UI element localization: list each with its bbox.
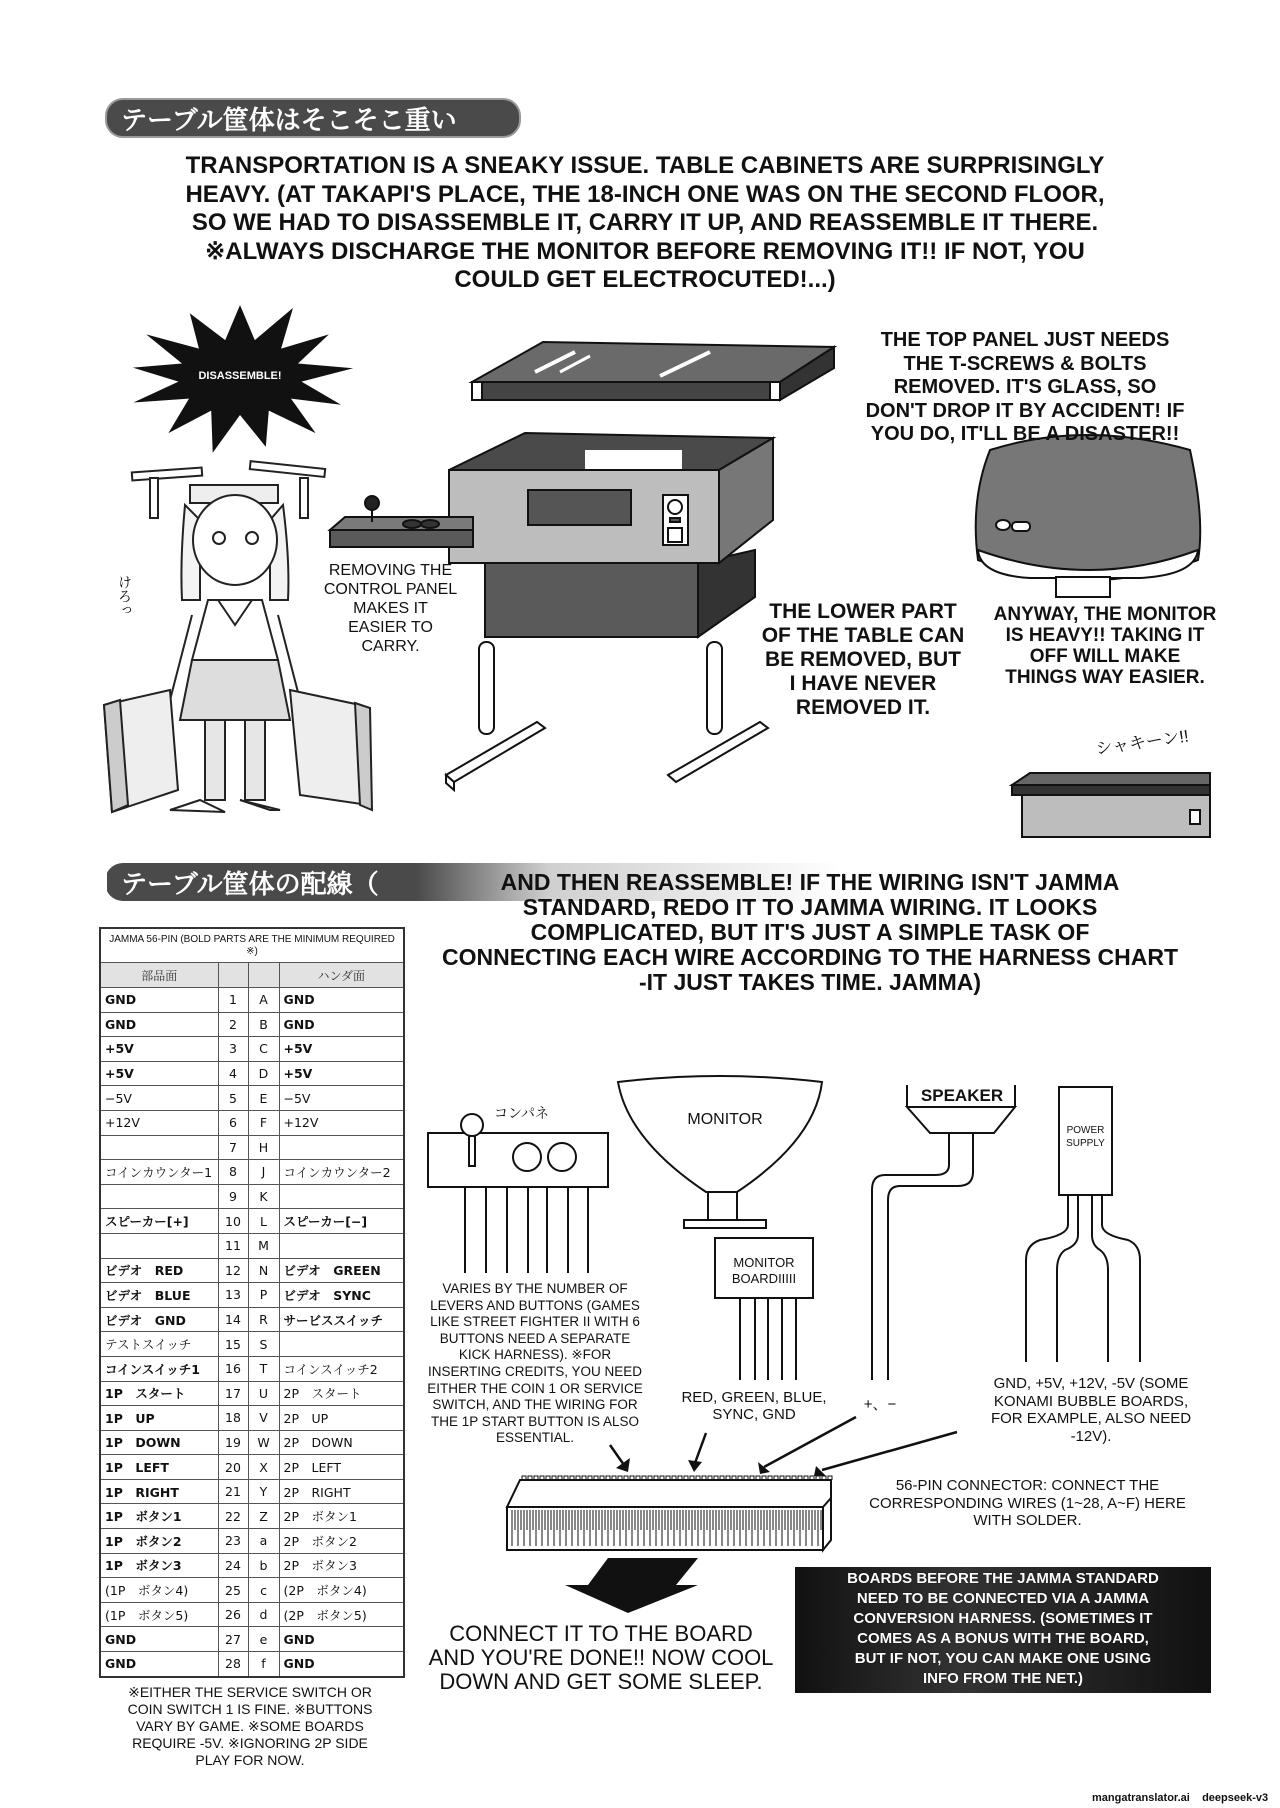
table-row <box>100 1553 404 1578</box>
speaker-label: SPEAKER <box>920 1086 1004 1105</box>
component-side-cell: ビデオ BLUE <box>100 1283 218 1308</box>
component-side-cell: 1P LEFT <box>100 1455 218 1480</box>
top-panel-note <box>840 329 1210 447</box>
component-side-cell: (1P ボタン5) <box>100 1602 218 1627</box>
pin-number-cell: 6 <box>218 1110 248 1135</box>
table-row <box>100 1652 404 1677</box>
monitor-shape <box>618 1076 822 1228</box>
pin-number-cell: 22 <box>218 1504 248 1529</box>
text-line: OF THE TABLE CAN <box>761 624 965 647</box>
component-side-cell: コインスイッチ1 <box>100 1356 218 1381</box>
pin-number-cell: 2 <box>218 1012 248 1037</box>
sfx-keru: けろっ <box>117 575 133 617</box>
solder-side-cell <box>279 1332 404 1357</box>
text-line: EASIER TO <box>348 619 433 636</box>
text-line: THINGS WAY EASIER. <box>1005 667 1205 688</box>
jamma-pinout-table <box>99 927 405 1678</box>
pin-number-cell: 10 <box>218 1209 248 1234</box>
watermark-model: deepseek-v3 <box>1202 1792 1269 1804</box>
text-line: INFO FROM THE NET.) <box>923 1670 1083 1687</box>
text-line: VARIES BY THE NUMBER OF <box>442 1281 628 1296</box>
table-row <box>100 1381 404 1406</box>
transport-intro-text <box>100 152 1190 295</box>
text-line: PLAY FOR NOW. <box>195 1752 305 1768</box>
text-line: NEED TO BE CONNECTED VIA A JAMMA <box>856 1590 1150 1607</box>
solder-side-cell: ビデオ GREEN <box>279 1258 404 1283</box>
text-line: CONTROL PANEL <box>323 581 458 598</box>
pin-number-cell: 12 <box>218 1258 248 1283</box>
pin-letter-cell: Y <box>248 1479 279 1504</box>
pin-letter-cell: c <box>248 1578 279 1603</box>
component-side-cell: コインカウンター1 <box>100 1160 218 1185</box>
solder-side-cell: ビデオ SYNC <box>279 1283 404 1308</box>
pin-number-cell: 26 <box>218 1602 248 1627</box>
component-side-cell: GND <box>100 1012 218 1037</box>
solder-side-cell: コインカウンター2 <box>279 1160 404 1185</box>
pin-number-cell: 20 <box>218 1455 248 1480</box>
component-side-cell: ビデオ RED <box>100 1258 218 1283</box>
component-side-cell: GND <box>100 1627 218 1652</box>
table-row <box>100 1578 404 1603</box>
header-pin-number <box>218 963 248 988</box>
table-row <box>100 1283 404 1308</box>
solder-side-cell: 2P ボタン1 <box>279 1504 404 1529</box>
control-wires-note <box>410 1281 660 1447</box>
pin-letter-cell: R <box>248 1307 279 1332</box>
table-footnote <box>100 1684 400 1769</box>
component-side-cell: GND <box>100 1652 218 1677</box>
text-line: ※ALWAYS DISCHARGE THE MONITOR BEFORE REMOVING IT!! IF NOT, YOU <box>205 237 1085 265</box>
component-side-cell: 1P ボタン2 <box>100 1529 218 1554</box>
monitor-heavy-note <box>980 604 1230 688</box>
watermark-site: mangatranslator.ai <box>1092 1792 1190 1804</box>
header-solder-side: ハンダ面 <box>279 963 404 988</box>
solder-side-cell: GND <box>279 988 404 1013</box>
text-line: ESSENTIAL. <box>495 1430 575 1446</box>
table-row <box>100 988 404 1013</box>
component-side-cell: +5V <box>100 1061 218 1086</box>
text-line: WITH SOLDER. <box>973 1512 1082 1529</box>
video-wires-note <box>672 1389 836 1423</box>
connector-note <box>850 1477 1205 1530</box>
lower-part-note <box>745 600 981 720</box>
text-line: -IT JUST TAKES TIME. JAMMA) <box>638 969 981 995</box>
text-line: YOU DO, IT'LL BE A DISASTER!! <box>870 423 1180 445</box>
text-line: INSERTING CREDITS, YOU NEED <box>427 1363 643 1379</box>
text-line: ※EITHER THE SERVICE SWITCH OR <box>128 1684 372 1700</box>
text-line: SUPPLY <box>1066 1138 1105 1149</box>
pin-number-cell: 15 <box>218 1332 248 1357</box>
pin-letter-cell: M <box>248 1233 279 1258</box>
pin-letter-cell: P <box>248 1283 279 1308</box>
table-row <box>100 1430 404 1455</box>
solder-side-cell: コインスイッチ2 <box>279 1356 404 1381</box>
text-line: IS HEAVY!! TAKING IT <box>1005 625 1205 646</box>
speaker-wires-note: +、− <box>863 1396 897 1413</box>
text-line: SWITCH, AND THE WIRING FOR <box>432 1397 638 1413</box>
text-line: REMOVED IT. <box>795 696 931 719</box>
component-side-cell: 1P DOWN <box>100 1430 218 1455</box>
pin-letter-cell: e <box>248 1627 279 1652</box>
pin-number-cell: 19 <box>218 1430 248 1455</box>
pin-letter-cell: B <box>248 1012 279 1037</box>
section-heading-transport <box>105 98 521 138</box>
pin-number-cell: 16 <box>218 1356 248 1381</box>
text-line: DOWN AND GET SOME SLEEP. <box>439 1669 763 1694</box>
monitor-label: MONITOR <box>687 1111 763 1128</box>
solder-side-cell <box>279 1135 404 1160</box>
table-cabinet-illustration <box>446 433 773 790</box>
solder-side-cell: GND <box>279 1652 404 1677</box>
solder-side-cell: (2P ボタン5) <box>279 1602 404 1627</box>
pin-letter-cell: E <box>248 1086 279 1111</box>
text-line: LIKE STREET FIGHTER II WITH 6 <box>430 1314 640 1330</box>
table-header-row <box>100 963 404 988</box>
pin-letter-cell: H <box>248 1135 279 1160</box>
sfx-shakiin: シャキーン!! <box>1094 726 1190 759</box>
table-row <box>100 1184 404 1209</box>
text-line: COMES AS A BONUS WITH THE BOARD, <box>857 1630 1149 1647</box>
pre-jamma-note-box <box>795 1567 1211 1693</box>
pin-letter-cell: X <box>248 1455 279 1480</box>
text-line: LEVERS AND BUTTONS (GAMES <box>430 1297 640 1313</box>
solder-side-cell: 2P LEFT <box>279 1455 404 1480</box>
text-line: HEAVY. (AT TAKAPI'S PLACE, THE 18-INCH ONE WAS ON THE SECOND FLOOR, <box>185 180 1105 208</box>
solder-side-cell: (2P ボタン4) <box>279 1578 404 1603</box>
text-line: BUTTONS NEED A SEPARATE <box>439 1330 631 1346</box>
table-row <box>100 1160 404 1185</box>
pin-number-cell: 25 <box>218 1578 248 1603</box>
component-side-cell: 1P RIGHT <box>100 1479 218 1504</box>
pin-letter-cell: C <box>248 1037 279 1062</box>
text-line: CONNECT IT TO THE BOARD <box>449 1621 753 1646</box>
solder-side-cell: 2P RIGHT <box>279 1479 404 1504</box>
component-side-cell: 1P UP <box>100 1406 218 1431</box>
text-line: THE TOP PANEL JUST NEEDS <box>880 329 1170 351</box>
text-line: TRANSPORTATION IS A SNEAKY ISSUE. TABLE CABINETS ARE SURPRISINGLY <box>185 152 1105 179</box>
component-side-cell: GND <box>100 988 218 1013</box>
text-line: 56-PIN CONNECTOR: CONNECT THE <box>895 1477 1160 1494</box>
solder-side-cell: 2P UP <box>279 1406 404 1431</box>
pin-letter-cell: S <box>248 1332 279 1357</box>
table-row <box>100 1504 404 1529</box>
pin-number-cell: 3 <box>218 1037 248 1062</box>
text-line: GND, +5V, +12V, -5V (SOME <box>993 1375 1189 1392</box>
text-line: ANYWAY, THE MONITOR <box>993 604 1217 625</box>
solder-side-cell: サービススイッチ <box>279 1307 404 1332</box>
disassemble-burst-label: DISASSEMBLE! <box>198 370 282 382</box>
text-line: BE REMOVED, BUT <box>764 648 961 671</box>
text-line: THE LOWER PART <box>769 600 957 623</box>
text-line: AND YOU'RE DONE!! NOW COOL <box>428 1645 774 1670</box>
text-line: RED, GREEN, BLUE, <box>681 1389 827 1406</box>
pin-letter-cell: a <box>248 1529 279 1554</box>
pin-number-cell: 23 <box>218 1529 248 1554</box>
table-row <box>100 1061 404 1086</box>
section-heading-text: テーブル筐体はそこそこ重い <box>121 105 457 136</box>
component-side-cell: ビデオ GND <box>100 1307 218 1332</box>
text-line: CONNECTING EACH WIRE ACCORDING TO THE HARNESS CHART <box>441 944 1178 970</box>
table-row <box>100 1037 404 1062</box>
table-row <box>100 1479 404 1504</box>
done-note <box>418 1622 784 1694</box>
pin-letter-cell: b <box>248 1553 279 1578</box>
component-side-cell <box>100 1233 218 1258</box>
pin-number-cell: 28 <box>218 1652 248 1677</box>
table-caption: JAMMA 56-PIN (BOLD PARTS ARE THE MINIMUM REQUIRED ※) <box>100 928 404 963</box>
component-side-cell: (1P ボタン4) <box>100 1578 218 1603</box>
text-line: REMOVING THE <box>328 562 453 579</box>
pin-number-cell: 21 <box>218 1479 248 1504</box>
solder-side-cell: GND <box>279 1627 404 1652</box>
table-row <box>100 1406 404 1431</box>
solder-side-cell: スピーカー[−] <box>279 1209 404 1234</box>
solder-side-cell: 2P ボタン3 <box>279 1553 404 1578</box>
text-line: CARRY. <box>361 638 420 655</box>
text-line: SYNC, GND <box>712 1406 796 1423</box>
pin-letter-cell: J <box>248 1160 279 1185</box>
table-row <box>100 1110 404 1135</box>
power-supply-label <box>1059 1124 1112 1150</box>
table-row <box>100 1529 404 1554</box>
text-line: REMOVED. IT'S GLASS, SO <box>893 376 1157 398</box>
monitor-board-label <box>715 1255 813 1287</box>
text-line: KONAMI BUBBLE BOARDS, <box>993 1392 1189 1410</box>
pin-number-cell: 7 <box>218 1135 248 1160</box>
solder-side-cell <box>279 1233 404 1258</box>
component-side-cell: −5V <box>100 1086 218 1111</box>
table-row <box>100 1258 404 1283</box>
text-line: FOR EXAMPLE, ALSO NEED <box>990 1410 1192 1427</box>
pin-number-cell: 27 <box>218 1627 248 1652</box>
power-wires-note <box>975 1375 1207 1445</box>
table-caption-row <box>100 928 404 963</box>
text-line: COMPLICATED, BUT IT'S JUST A SIMPLE TASK OF <box>530 919 1090 945</box>
component-side-cell <box>100 1184 218 1209</box>
pin-letter-cell: K <box>248 1184 279 1209</box>
table-row <box>100 1627 404 1652</box>
solder-side-cell: +5V <box>279 1037 404 1062</box>
solder-side-cell: 2P ボタン2 <box>279 1529 404 1554</box>
solder-side-cell: 2P DOWN <box>279 1430 404 1455</box>
text-line: BOARDS BEFORE THE JAMMA STANDARD <box>847 1570 1159 1587</box>
solder-side-cell: 2P スタート <box>279 1381 404 1406</box>
pin-number-cell: 18 <box>218 1406 248 1431</box>
pin-letter-cell: D <box>248 1061 279 1086</box>
pin-number-cell: 4 <box>218 1061 248 1086</box>
component-side-cell: 1P ボタン1 <box>100 1504 218 1529</box>
component-side-cell: スピーカー[+] <box>100 1209 218 1234</box>
56-pin-connector <box>507 1476 832 1550</box>
pin-letter-cell: V <box>248 1406 279 1431</box>
pin-number-cell: 5 <box>218 1086 248 1111</box>
text-line: REQUIRE -5V. ※IGNORING 2P SIDE <box>132 1735 368 1751</box>
pin-number-cell: 1 <box>218 988 248 1013</box>
top-glass-panel-illustration <box>472 342 834 400</box>
solder-side-cell: GND <box>279 1012 404 1037</box>
component-side-cell: +12V <box>100 1110 218 1135</box>
text-line: BUT IF NOT, YOU CAN MAKE ONE USING <box>854 1650 1152 1667</box>
text-line: EITHER THE COIN 1 OR SERVICE <box>427 1380 643 1396</box>
table-row <box>100 1012 404 1037</box>
text-line: OFF WILL MAKE <box>1029 646 1181 667</box>
pin-number-cell: 9 <box>218 1184 248 1209</box>
section-heading-text: テーブル筐体の配線（ <box>121 869 379 900</box>
big-down-arrow <box>565 1558 698 1613</box>
pin-number-cell: 13 <box>218 1283 248 1308</box>
pin-number-cell: 17 <box>218 1381 248 1406</box>
pin-letter-cell: N <box>248 1258 279 1283</box>
text-line: COIN SWITCH 1 IS FINE. ※BUTTONS <box>127 1701 373 1717</box>
header-component-side: 部品面 <box>100 963 218 988</box>
control-panel-label: コンパネ <box>494 1105 550 1121</box>
pin-letter-cell: F <box>248 1110 279 1135</box>
speaker-shape <box>872 1085 1015 1380</box>
control-panel-note <box>308 561 473 656</box>
component-side-cell: +5V <box>100 1037 218 1062</box>
table-row <box>100 1356 404 1381</box>
text-line: POWER <box>1066 1125 1105 1136</box>
text-line: CORRESPONDING WIRES (1~28, A~F) HERE <box>869 1494 1186 1512</box>
text-line: MAKES IT <box>353 600 428 617</box>
text-line: BOARDIIIII <box>731 1271 797 1286</box>
pin-letter-cell: f <box>248 1652 279 1677</box>
table-row <box>100 1086 404 1111</box>
text-line: VARY BY GAME. ※SOME BOARDS <box>136 1718 364 1734</box>
text-line: MONITOR <box>733 1255 795 1270</box>
solder-side-cell: −5V <box>279 1086 404 1111</box>
pin-number-cell: 24 <box>218 1553 248 1578</box>
pin-letter-cell: A <box>248 988 279 1013</box>
table-row <box>100 1135 404 1160</box>
header-pin-letter <box>248 963 279 988</box>
text-line: KICK HARNESS). ※FOR <box>458 1347 612 1363</box>
solder-side-cell: +12V <box>279 1110 404 1135</box>
pin-number-cell: 8 <box>218 1160 248 1185</box>
reassembled-cabinet-illustration <box>1012 773 1210 837</box>
crt-monitor-illustration <box>976 435 1201 597</box>
text-line: DON'T DROP IT BY ACCIDENT! IF <box>865 399 1185 422</box>
pin-letter-cell: Z <box>248 1504 279 1529</box>
pre-jamma-note <box>795 1569 1211 1689</box>
text-line: CONVERSION HARNESS. (SOMETIMES IT <box>853 1610 1153 1627</box>
pin-number-cell: 14 <box>218 1307 248 1332</box>
text-line: THE 1P START BUTTON IS ALSO <box>430 1413 640 1429</box>
pin-letter-cell: L <box>248 1209 279 1234</box>
solder-side-cell <box>279 1184 404 1209</box>
table-row <box>100 1455 404 1480</box>
control-panel-box <box>428 1114 608 1273</box>
text-line: SO WE HAD TO DISASSEMBLE IT, CARRY IT UP, AND REASSEMBLE IT THERE. <box>191 209 1099 236</box>
table-row <box>100 1209 404 1234</box>
text-line: AND THEN REASSEMBLE! IF THE WIRING ISN'T JAMMA <box>500 869 1120 895</box>
watermark <box>1092 1792 1268 1804</box>
text-line: -12V). <box>1070 1427 1112 1445</box>
pin-letter-cell: T <box>248 1356 279 1381</box>
pin-letter-cell: W <box>248 1430 279 1455</box>
pin-letter-cell: U <box>248 1381 279 1406</box>
component-side-cell: 1P ボタン3 <box>100 1553 218 1578</box>
component-side-cell <box>100 1135 218 1160</box>
text-line: STANDARD, REDO IT TO JAMMA WIRING. IT LOOKS <box>522 894 1098 920</box>
text-line: COULD GET ELECTROCUTED!...) <box>454 266 836 293</box>
table-row <box>100 1602 404 1627</box>
arrows <box>610 1417 957 1470</box>
text-line: THE T-SCREWS & BOLTS <box>903 352 1147 375</box>
solder-side-cell: +5V <box>279 1061 404 1086</box>
pin-number-cell: 11 <box>218 1233 248 1258</box>
component-side-cell: 1P スタート <box>100 1381 218 1406</box>
pin-letter-cell: d <box>248 1602 279 1627</box>
table-row <box>100 1307 404 1332</box>
text-line: I HAVE NEVER <box>789 672 937 695</box>
wiring-intro-text <box>410 870 1210 995</box>
component-side-cell: テストスイッチ <box>100 1332 218 1357</box>
table-row <box>100 1332 404 1357</box>
table-row <box>100 1233 404 1258</box>
